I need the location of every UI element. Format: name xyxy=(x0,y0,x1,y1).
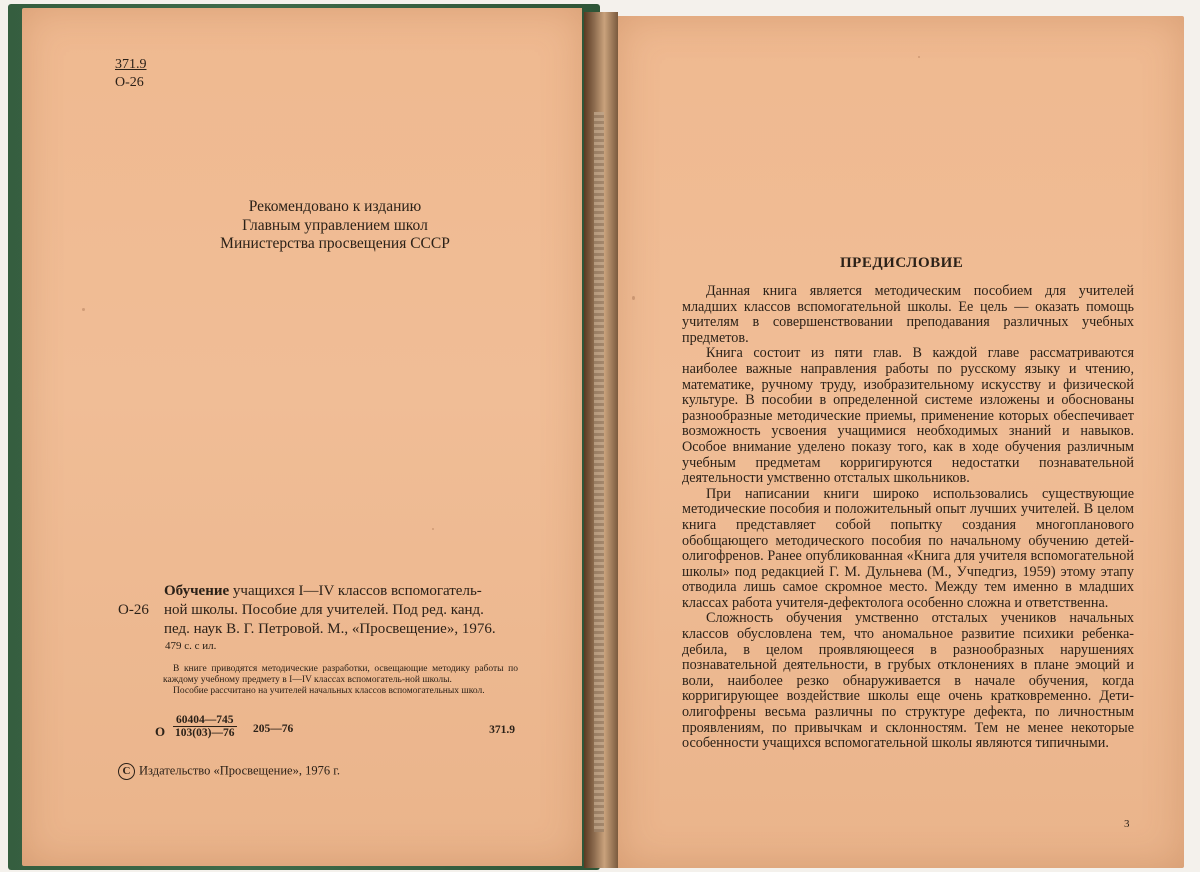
index-class: 371.9 xyxy=(489,724,515,736)
preface-paragraph-1: Данная книга является методическим пособием для учителей младших классов вспомогательной школы. Ее цель — оказать помощь учителям в совершенствовании преподавания различных учебных предметов. xyxy=(682,283,1134,346)
book-spine xyxy=(584,12,618,868)
bibliographic-entry xyxy=(117,582,522,639)
recommendation-line-1: Рекомендовано к изданию xyxy=(248,198,422,215)
recommendation-line-2: Главным управлением школ xyxy=(242,216,428,234)
bib-title: Обучение xyxy=(164,583,230,599)
index-denominator: 103(03)—76 xyxy=(175,727,235,739)
preface-paragraph-2: Книга состоит из пяти глав. В каждой главе рассматриваются наиболее важные направления работы по русскому языку и чтению, математике, ручному труду, изобразительному искусству и физической культуре. В пособии в определенной системе изложены и обоснованы разнообразные методические приемы, применение которых обеспечивает возможность усвоения учащимися необходимых знаний и навыков. Особое внимание уделено показу того, как в ходе обучения различным учебным предметам корригируются недостатки познавательной деятельности умственно отсталых школьников. xyxy=(682,345,1134,487)
preface-paragraph-3: При написании книги широко использовались существующие методические пособия и положительный опыт лучших учителей. В целом книга представляет собой попытку создания многопланового обобщающего методического пособия по начальному обучению детей-олигофренов. Ранее опубликованная «Книга для учителя вспомогательной школы» под редакцией Г. М. Дульнева (М., Учпедгиз, 1959) этому этапу отводила лишь самое скромное место. Между тем именно в младших классах работа учителя-дефектолога особенно сложна и ответственна. xyxy=(682,485,1134,611)
publisher-index xyxy=(155,714,515,750)
page-number: 3 xyxy=(1124,818,1130,830)
annotation-text-2: Пособие рассчитано на учителей начальных классов вспомогательных школ. xyxy=(173,686,485,696)
recommendation-line-3: Министерства просвещения СССР xyxy=(220,235,450,252)
bib-code: О-26 xyxy=(118,602,149,618)
annotation xyxy=(163,664,518,697)
preface-body xyxy=(682,284,1134,752)
annotation-text-1: В книге приводятся методические разработки, освещающие методику работы по каждому учебному предмету в I—IV классах вспомогатель-ной школы. xyxy=(163,664,518,685)
preface-title: ПРЕДИСЛОВИЕ xyxy=(840,255,964,271)
bib-line-1: учащихся I—IV классов вспомогатель- xyxy=(229,583,482,599)
bib-line-3: пед. наук В. Г. Петровой. М., «Просвещение», 1976. xyxy=(164,621,496,637)
pages-info: 479 с. с ил. xyxy=(165,640,217,652)
author-mark: О-26 xyxy=(115,75,144,90)
index-tail: 205—76 xyxy=(253,723,294,735)
bib-line-2: ной школы. Пособие для учителей. Под ред. канд. xyxy=(164,602,484,618)
recommendation-block xyxy=(200,198,470,254)
udc-block xyxy=(115,56,147,92)
copyright-icon: C xyxy=(118,763,135,780)
index-letter: О xyxy=(155,724,166,739)
copyright-text: Издательство «Просвещение», 1976 г. xyxy=(139,763,341,778)
udc-code: 371.9 xyxy=(115,57,147,72)
index-numerator: 60404—745 xyxy=(173,714,237,727)
index-fraction xyxy=(173,714,237,739)
copyright-line xyxy=(118,763,340,780)
preface-paragraph-4: Сложность обучения умственно отсталых учеников начальных классов обусловлена тем, что аномальное развитие психики ребенка-дебила, в целом проявляющееся в разнообразных нарушениях познавательной деятельности, в грубых отклонениях в плане эмоций и воли, наиболее резко обнаруживается в начале обучения, когда корригирующее воздействие школы еще очень кратковременно. Дети-олигофрены весьма различны по структуре дефекта, по личностным проявлениям, по привычкам и склонностям. Тем не менее некоторые особенности учащихся вспомогательной школы являются типичными. xyxy=(682,610,1134,752)
